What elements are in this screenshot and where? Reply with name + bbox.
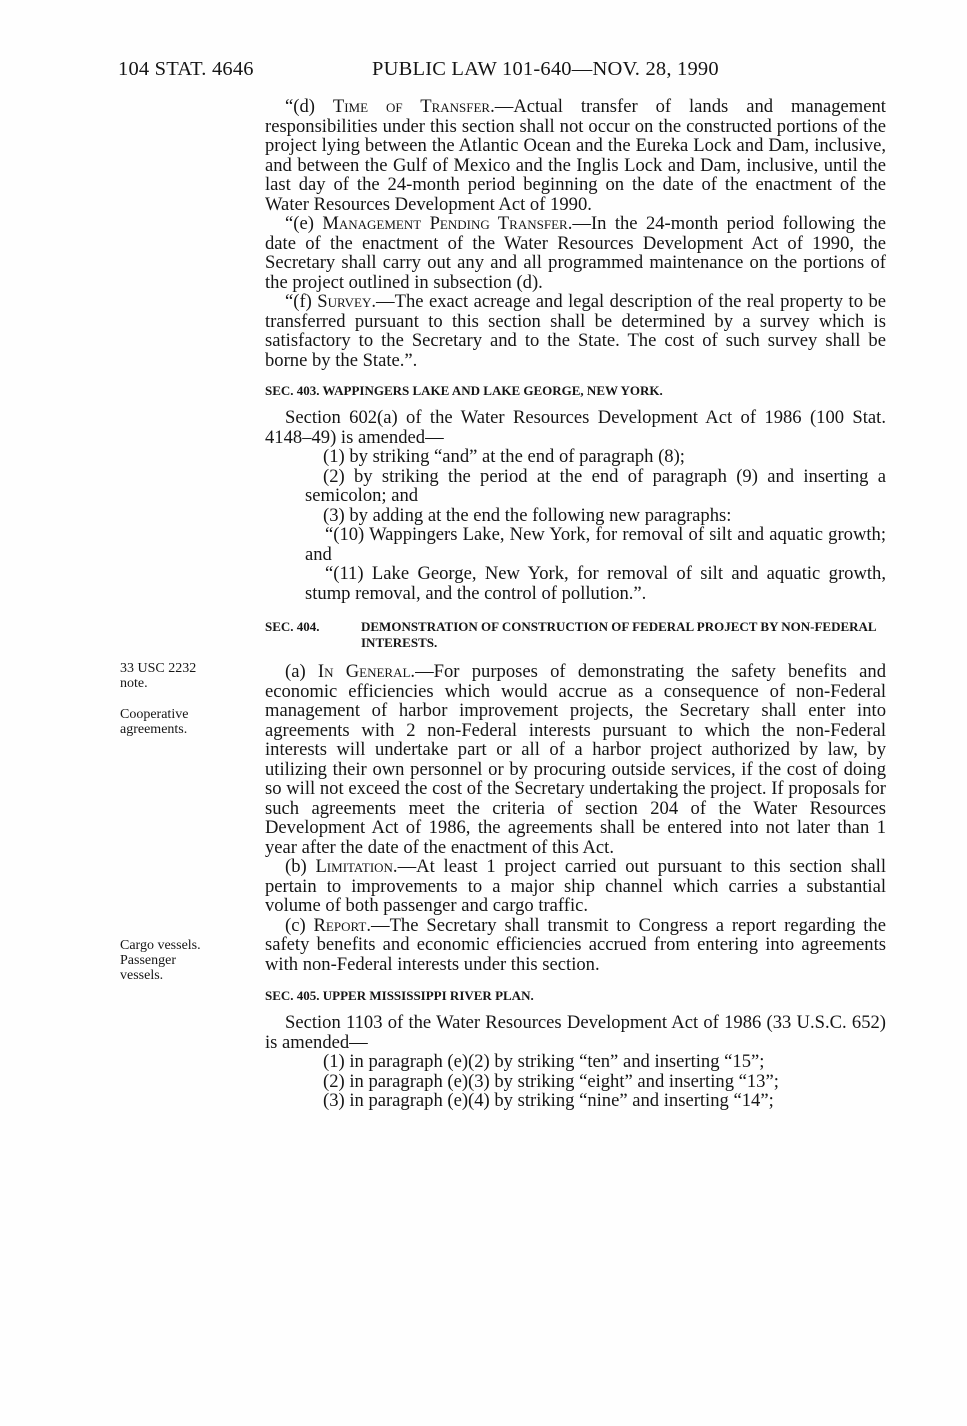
margin-note-line: note. [120,676,148,691]
amendment-item: (3) by adding at the end the following new paragraphs: [323,504,732,526]
subsection-label: “(e) [285,213,323,234]
subsection-d [265,97,886,214]
section-405-heading: SEC. 405. UPPER MISSISSIPPI RIVER PLAN. [265,988,534,1003]
margin-note-line: agreements. [120,722,188,737]
margin-note-usc [120,661,250,691]
subsection-heading: In General [317,661,411,682]
margin-note-line: vessels. [120,968,164,983]
amendment-item: (2) by striking the period at the end of paragraph (9) and inserting a semicolon; and [305,465,886,506]
body-text [265,97,886,1111]
subsection-text: .—In the 24-month period following the date of the enactment of the Water Resources Development Act of 1990, the Secretary shall carry out any and all programmed maintenance on the portions of the project outlined in subsection (d). [265,213,887,293]
subsection-heading: Limitation [315,856,393,877]
subsection-label: (a) [285,661,318,682]
section-404-heading [265,619,886,651]
amendment-item: (1) by striking “and” at the end of paragraph (8); [323,446,685,467]
subsection-text: .—The exact acreage and legal description of the real property to be transferred pursuant to this section shall be determined by a survey which is satisfactory to the Secretary and to the State. The cost of such survey shall be borne by the State.”. [265,291,886,371]
margin-note-cooperative [120,707,250,737]
amendment-item: (1) in paragraph (e)(2) by striking “ten” and inserting “15”; [323,1051,765,1072]
margin-note-vessels [120,938,250,983]
section-404-label: SEC. 404. [265,619,320,634]
subsection-text: .—Actual transfer of lands and management responsibilities under this section shall not occur on the constructed portions of the project lying between the Atlantic Ocean and the Eureka Lock and Dam, inclusive, and between the Gulf of Mexico and the Inglis Lock and Dam, inclusive, until the last day of the 24-month period beginning on the date of the enactment of the Water Resources Development Act of 1990. [265,96,886,215]
subsection-label: (c) [285,914,314,936]
subsection-text: .—For purposes of demonstrating the safety benefits and economic efficiencies which would accrue as a consequence of non-Federal management of harbor improvement projects, the Secretary shall enter into agreements with 2 non-Federal interests pursuant to which the non-Federal interests will undertake part or all of a harbor project authorized by law, by utilizing their own personnel or by procuring outside services, if the cost of doing so will not exceed the cost of the Secretary undertaking the project. If proposals for such agreements meet the criteria of section 204 of the Water Resources Development Act of 1986, the agreements shall be entered into not later than 1 year after the date of the enactment of this Act. [265,661,886,858]
amendment-item: (3) in paragraph (e)(4) by striking “nine” and inserting “14”; [323,1090,774,1111]
margin-note-line: Cargo vessels. [120,938,201,953]
law-title: PUBLIC LAW 101-640—NOV. 28, 1990 [372,58,719,80]
subsection-label: (b) [285,856,316,877]
subsection-heading: Report [313,914,367,936]
subsection-heading: Survey [317,291,372,312]
subsection-e [265,214,886,292]
subsection-c [265,916,886,975]
new-paragraph-10: “(10) Wappingers Lake, New York, for removal of silt and aquatic growth; and [305,524,886,565]
margin-note-line: 33 USC 2232 [120,661,197,676]
subsection-heading: Management Pending Transfer [322,213,568,234]
subsection-a [265,662,886,857]
subsection-text: .—At least 1 project carried out pursuant to this section shall pertain to improvements to a major ship channel which carries a substantial volume of both passenger and cargo traffic. [265,856,886,916]
amendment-item: (2) in paragraph (e)(3) by striking “eight” and inserting “13”; [323,1070,779,1092]
margin-note-line: Cooperative [120,707,189,722]
section-403-intro: Section 602(a) of the Water Resources Development Act of 1986 (100 Stat. 4148–49) is amended— [265,407,886,448]
new-paragraph-11: “(11) Lake George, New York, for removal of silt and aquatic growth, stump removal, and the control of pollution.”. [305,563,886,604]
subsection-b [265,857,886,916]
section-404-title: DEMONSTRATION OF CONSTRUCTION OF FEDERAL PROJECT BY NON-FEDERAL INTERESTS. [361,619,876,650]
section-405-intro: Section 1103 of the Water Resources Development Act of 1986 (33 U.S.C. 652) is amended— [265,1012,886,1053]
subsection-heading: Time of Transfer [332,96,491,117]
subsection-f [265,292,886,370]
section-403-heading: SEC. 403. WAPPINGERS LAKE AND LAKE GEORGE, NEW YORK. [265,383,663,398]
subsection-label: “(f) [285,291,318,312]
subsection-label: “(d) [285,96,333,117]
margin-note-line: Passenger [120,953,176,968]
subsection-text: .—The Secretary shall transmit to Congress a report regarding the safety benefits and economic efficiencies accrued from entering into agreements with non-Federal interests under this section. [265,914,886,975]
page-reference: 104 STAT. 4646 [118,58,254,80]
